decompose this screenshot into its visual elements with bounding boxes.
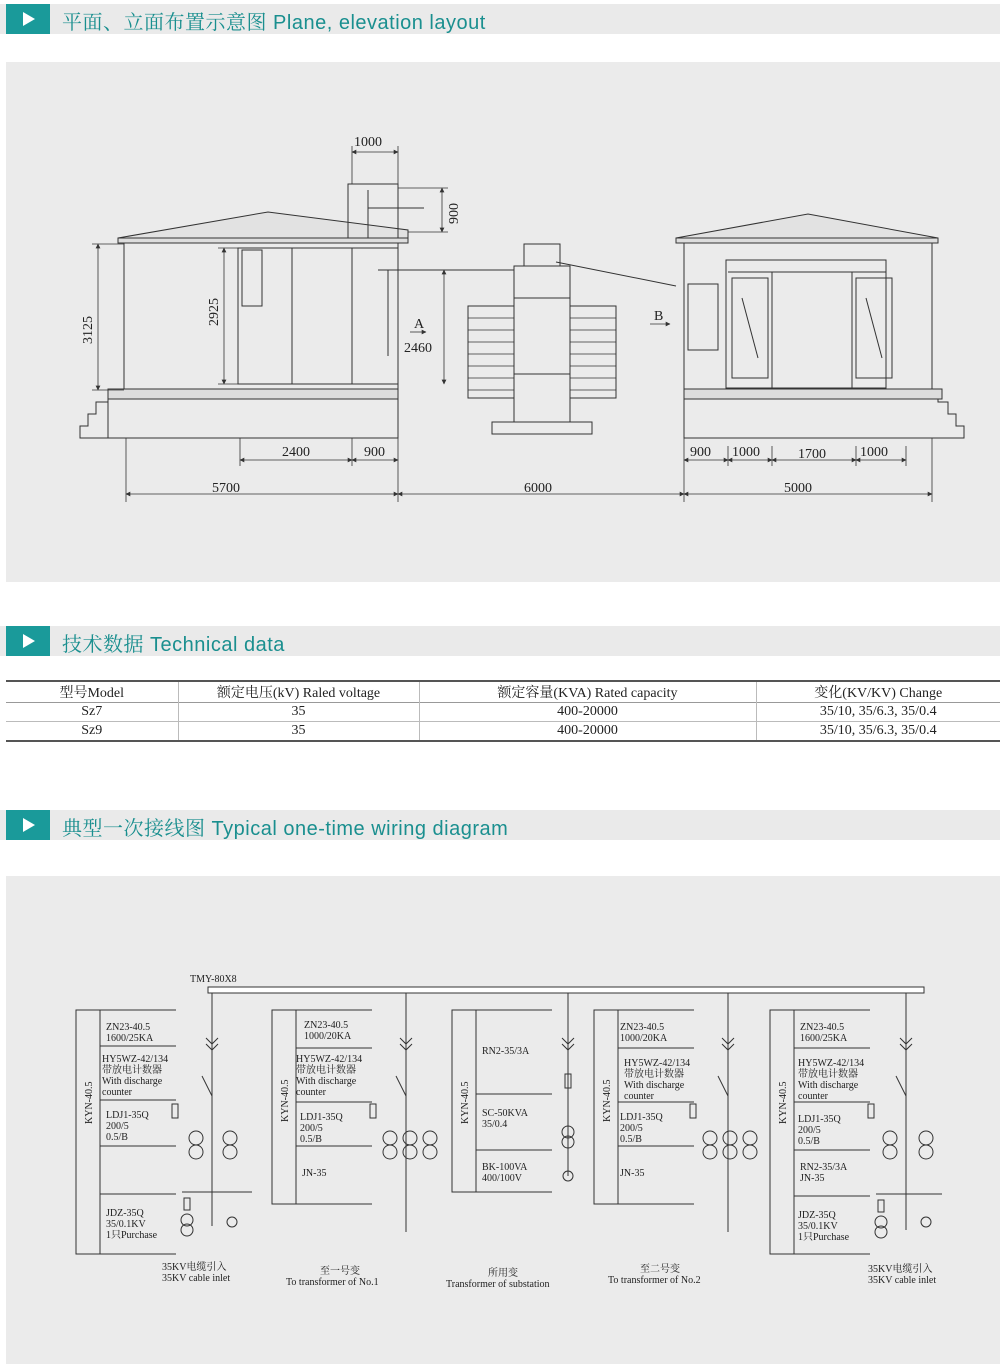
cab3-l2b: 35/0.4 bbox=[482, 1119, 508, 1130]
cab3-caption-cn: 所用变 bbox=[488, 1268, 518, 1279]
cell-change: 35/10, 35/6.3, 35/0.4 bbox=[756, 703, 1000, 722]
col-change: 变化(KV/KV) Change bbox=[756, 681, 1000, 703]
section-title: 典型一次接线图 Typical one-time wiring diagram bbox=[62, 818, 509, 840]
cell-capacity: 400-20000 bbox=[419, 703, 756, 722]
cab1-l4a: JDZ-35Q bbox=[106, 1208, 144, 1219]
cab5-l2c: With discharge bbox=[798, 1080, 859, 1091]
wiring-diagram-panel bbox=[6, 876, 1000, 1364]
cab4-l3a: LDJ1-35Q bbox=[620, 1112, 663, 1123]
cab2-caption-cn: 至一号变 bbox=[320, 1266, 360, 1277]
cab1-caption-en: 35KV cable inlet bbox=[162, 1273, 231, 1284]
cab3-caption-en: Transformer of substation bbox=[446, 1279, 550, 1290]
cab3-l3a: BK-100VA bbox=[482, 1162, 528, 1173]
cabinet-type: KYN-40.5 bbox=[460, 1081, 471, 1124]
cab4-l2a: HY5WZ-42/134 bbox=[624, 1058, 691, 1069]
cab4-l2c: With discharge bbox=[624, 1080, 685, 1091]
dim-900b: 900 bbox=[690, 445, 711, 460]
cab5-caption-cn: 35KV电缆引入 bbox=[868, 1264, 933, 1275]
cab1-l1a: ZN23-40.5 bbox=[106, 1022, 151, 1033]
cab1-l2c: With discharge bbox=[102, 1076, 163, 1087]
cab2-l2a: HY5WZ-42/134 bbox=[296, 1054, 363, 1065]
section-title: 平面、立面布置示意图 Plane, elevation layout bbox=[62, 12, 486, 34]
cab5-l3b: 200/5 bbox=[798, 1125, 821, 1136]
wiring-diagram bbox=[6, 876, 1000, 1364]
cab2-l3c: 0.5/B bbox=[300, 1134, 322, 1145]
cab3-l2a: SC-50KVA bbox=[482, 1108, 528, 1119]
section-header-tech bbox=[0, 626, 1000, 656]
cabinet-type: KYN-40.5 bbox=[84, 1081, 95, 1124]
section-header-layout bbox=[0, 4, 1000, 34]
cab5-l4b: JN-35 bbox=[800, 1173, 825, 1184]
cab5-l5a: JDZ-35Q bbox=[798, 1210, 836, 1221]
table-row bbox=[6, 722, 1000, 742]
cab1-caption-cn: 35KV电缆引入 bbox=[162, 1262, 227, 1273]
cabinet-type: KYN-40.5 bbox=[280, 1079, 291, 1122]
cab1-l2b: 带放电计数器 bbox=[102, 1065, 162, 1076]
bus-label: TMY-80X8 bbox=[190, 974, 237, 985]
cab1-l2d: counter bbox=[102, 1087, 132, 1098]
cab3-l3b: 400/100V bbox=[482, 1173, 522, 1184]
dim-1000b: 1000 bbox=[860, 445, 888, 460]
cab5-l5b: 35/0.1KV bbox=[798, 1221, 838, 1232]
cab4-l1b: 1000/20KA bbox=[620, 1033, 668, 1044]
dim-top-width: 1000 bbox=[354, 135, 382, 150]
cab4-l1a: ZN23-40.5 bbox=[620, 1022, 665, 1033]
cab1-l2a: HY5WZ-42/134 bbox=[102, 1054, 169, 1065]
cell-capacity: 400-20000 bbox=[419, 722, 756, 742]
table-row bbox=[6, 703, 1000, 722]
cell-change: 35/10, 35/6.3, 35/0.4 bbox=[756, 722, 1000, 742]
col-capacity: 额定容量(KVA) Rated capacity bbox=[419, 681, 756, 703]
cab4-l2b: 带放电计数器 bbox=[624, 1069, 684, 1080]
cell-model: Sz7 bbox=[81, 704, 103, 719]
cab5-l1a: ZN23-40.5 bbox=[800, 1022, 845, 1033]
cab1-l1b: 1600/25KA bbox=[106, 1033, 154, 1044]
technical-data-table bbox=[6, 680, 1000, 742]
cab4-l2d: counter bbox=[624, 1091, 654, 1102]
dim-6000: 6000 bbox=[524, 481, 552, 496]
cab1-l4b: 35/0.1KV bbox=[106, 1219, 146, 1230]
dim-top-height: 900 bbox=[447, 203, 462, 224]
cab5-l2a: HY5WZ-42/134 bbox=[798, 1058, 865, 1069]
cab5-l2d: counter bbox=[798, 1091, 828, 1102]
dim-900a: 900 bbox=[364, 445, 385, 460]
cab5-l5c: 1只Purchase bbox=[798, 1232, 850, 1243]
play-icon bbox=[23, 818, 35, 832]
cab4-l4a: JN-35 bbox=[620, 1168, 645, 1179]
layout-drawing-panel bbox=[6, 62, 1000, 582]
dim-left-height: 3125 bbox=[81, 316, 96, 344]
cabinet-type: KYN-40.5 bbox=[602, 1079, 613, 1122]
dim-1000a: 1000 bbox=[732, 445, 760, 460]
cab2-l2d: counter bbox=[296, 1087, 326, 1098]
cab2-l1a: ZN23-40.5 bbox=[304, 1020, 349, 1031]
cabinet-type: KYN-40.5 bbox=[778, 1081, 789, 1124]
section-title: 技术数据 Technical data bbox=[62, 634, 285, 656]
dim-a-height: 2460 bbox=[404, 341, 432, 356]
col-voltage: 额定电压(kV) Raled voltage bbox=[178, 681, 419, 703]
section-tag bbox=[6, 4, 50, 34]
cab2-l3a: LDJ1-35Q bbox=[300, 1112, 343, 1123]
cab5-l2b: 带放电计数器 bbox=[798, 1069, 858, 1080]
dim-1700: 1700 bbox=[798, 447, 826, 462]
play-icon bbox=[23, 12, 35, 26]
elevation-drawing bbox=[6, 62, 1000, 582]
cab1-l3a: LDJ1-35Q bbox=[106, 1110, 149, 1121]
dim-5000: 5000 bbox=[784, 481, 812, 496]
cab5-l1b: 1600/25KA bbox=[800, 1033, 848, 1044]
section-tag bbox=[6, 810, 50, 840]
col-model: 型号Model bbox=[59, 686, 125, 701]
cab5-l3c: 0.5/B bbox=[798, 1136, 820, 1147]
cell-model: Sz9 bbox=[81, 723, 103, 738]
dim-2400: 2400 bbox=[282, 445, 310, 460]
label-a: A bbox=[414, 317, 425, 332]
section-header-wiring bbox=[0, 810, 1000, 840]
section-tag bbox=[6, 626, 50, 656]
cab2-l2b: 带放电计数器 bbox=[296, 1065, 356, 1076]
cab4-caption-cn: 至二号变 bbox=[640, 1264, 680, 1275]
cab5-caption-en: 35KV cable inlet bbox=[868, 1275, 937, 1286]
cab3-l1a: RN2-35/3A bbox=[482, 1046, 530, 1057]
play-icon bbox=[23, 634, 35, 648]
cab5-l4a: RN2-35/3A bbox=[800, 1162, 848, 1173]
cab1-l3b: 200/5 bbox=[106, 1121, 129, 1132]
cab4-l3c: 0.5/B bbox=[620, 1134, 642, 1145]
cab1-l3c: 0.5/B bbox=[106, 1132, 128, 1143]
dim-inner-height: 2925 bbox=[207, 298, 222, 326]
cab4-caption-en: To transformer of No.2 bbox=[608, 1275, 701, 1286]
cab2-l2c: With discharge bbox=[296, 1076, 357, 1087]
cab2-l4a: JN-35 bbox=[302, 1168, 327, 1179]
cab2-l3b: 200/5 bbox=[300, 1123, 323, 1134]
dim-5700: 5700 bbox=[212, 481, 240, 496]
cab2-caption-en: To transformer of No.1 bbox=[286, 1277, 379, 1288]
cell-voltage: 35 bbox=[178, 722, 419, 742]
cell-voltage: 35 bbox=[178, 703, 419, 722]
label-b: B bbox=[654, 309, 664, 324]
table-header-row bbox=[6, 681, 1000, 703]
cab2-l1b: 1000/20KA bbox=[304, 1031, 352, 1042]
cab1-l4c: 1只Purchase bbox=[106, 1230, 158, 1241]
cab5-l3a: LDJ1-35Q bbox=[798, 1114, 841, 1125]
cab4-l3b: 200/5 bbox=[620, 1123, 643, 1134]
